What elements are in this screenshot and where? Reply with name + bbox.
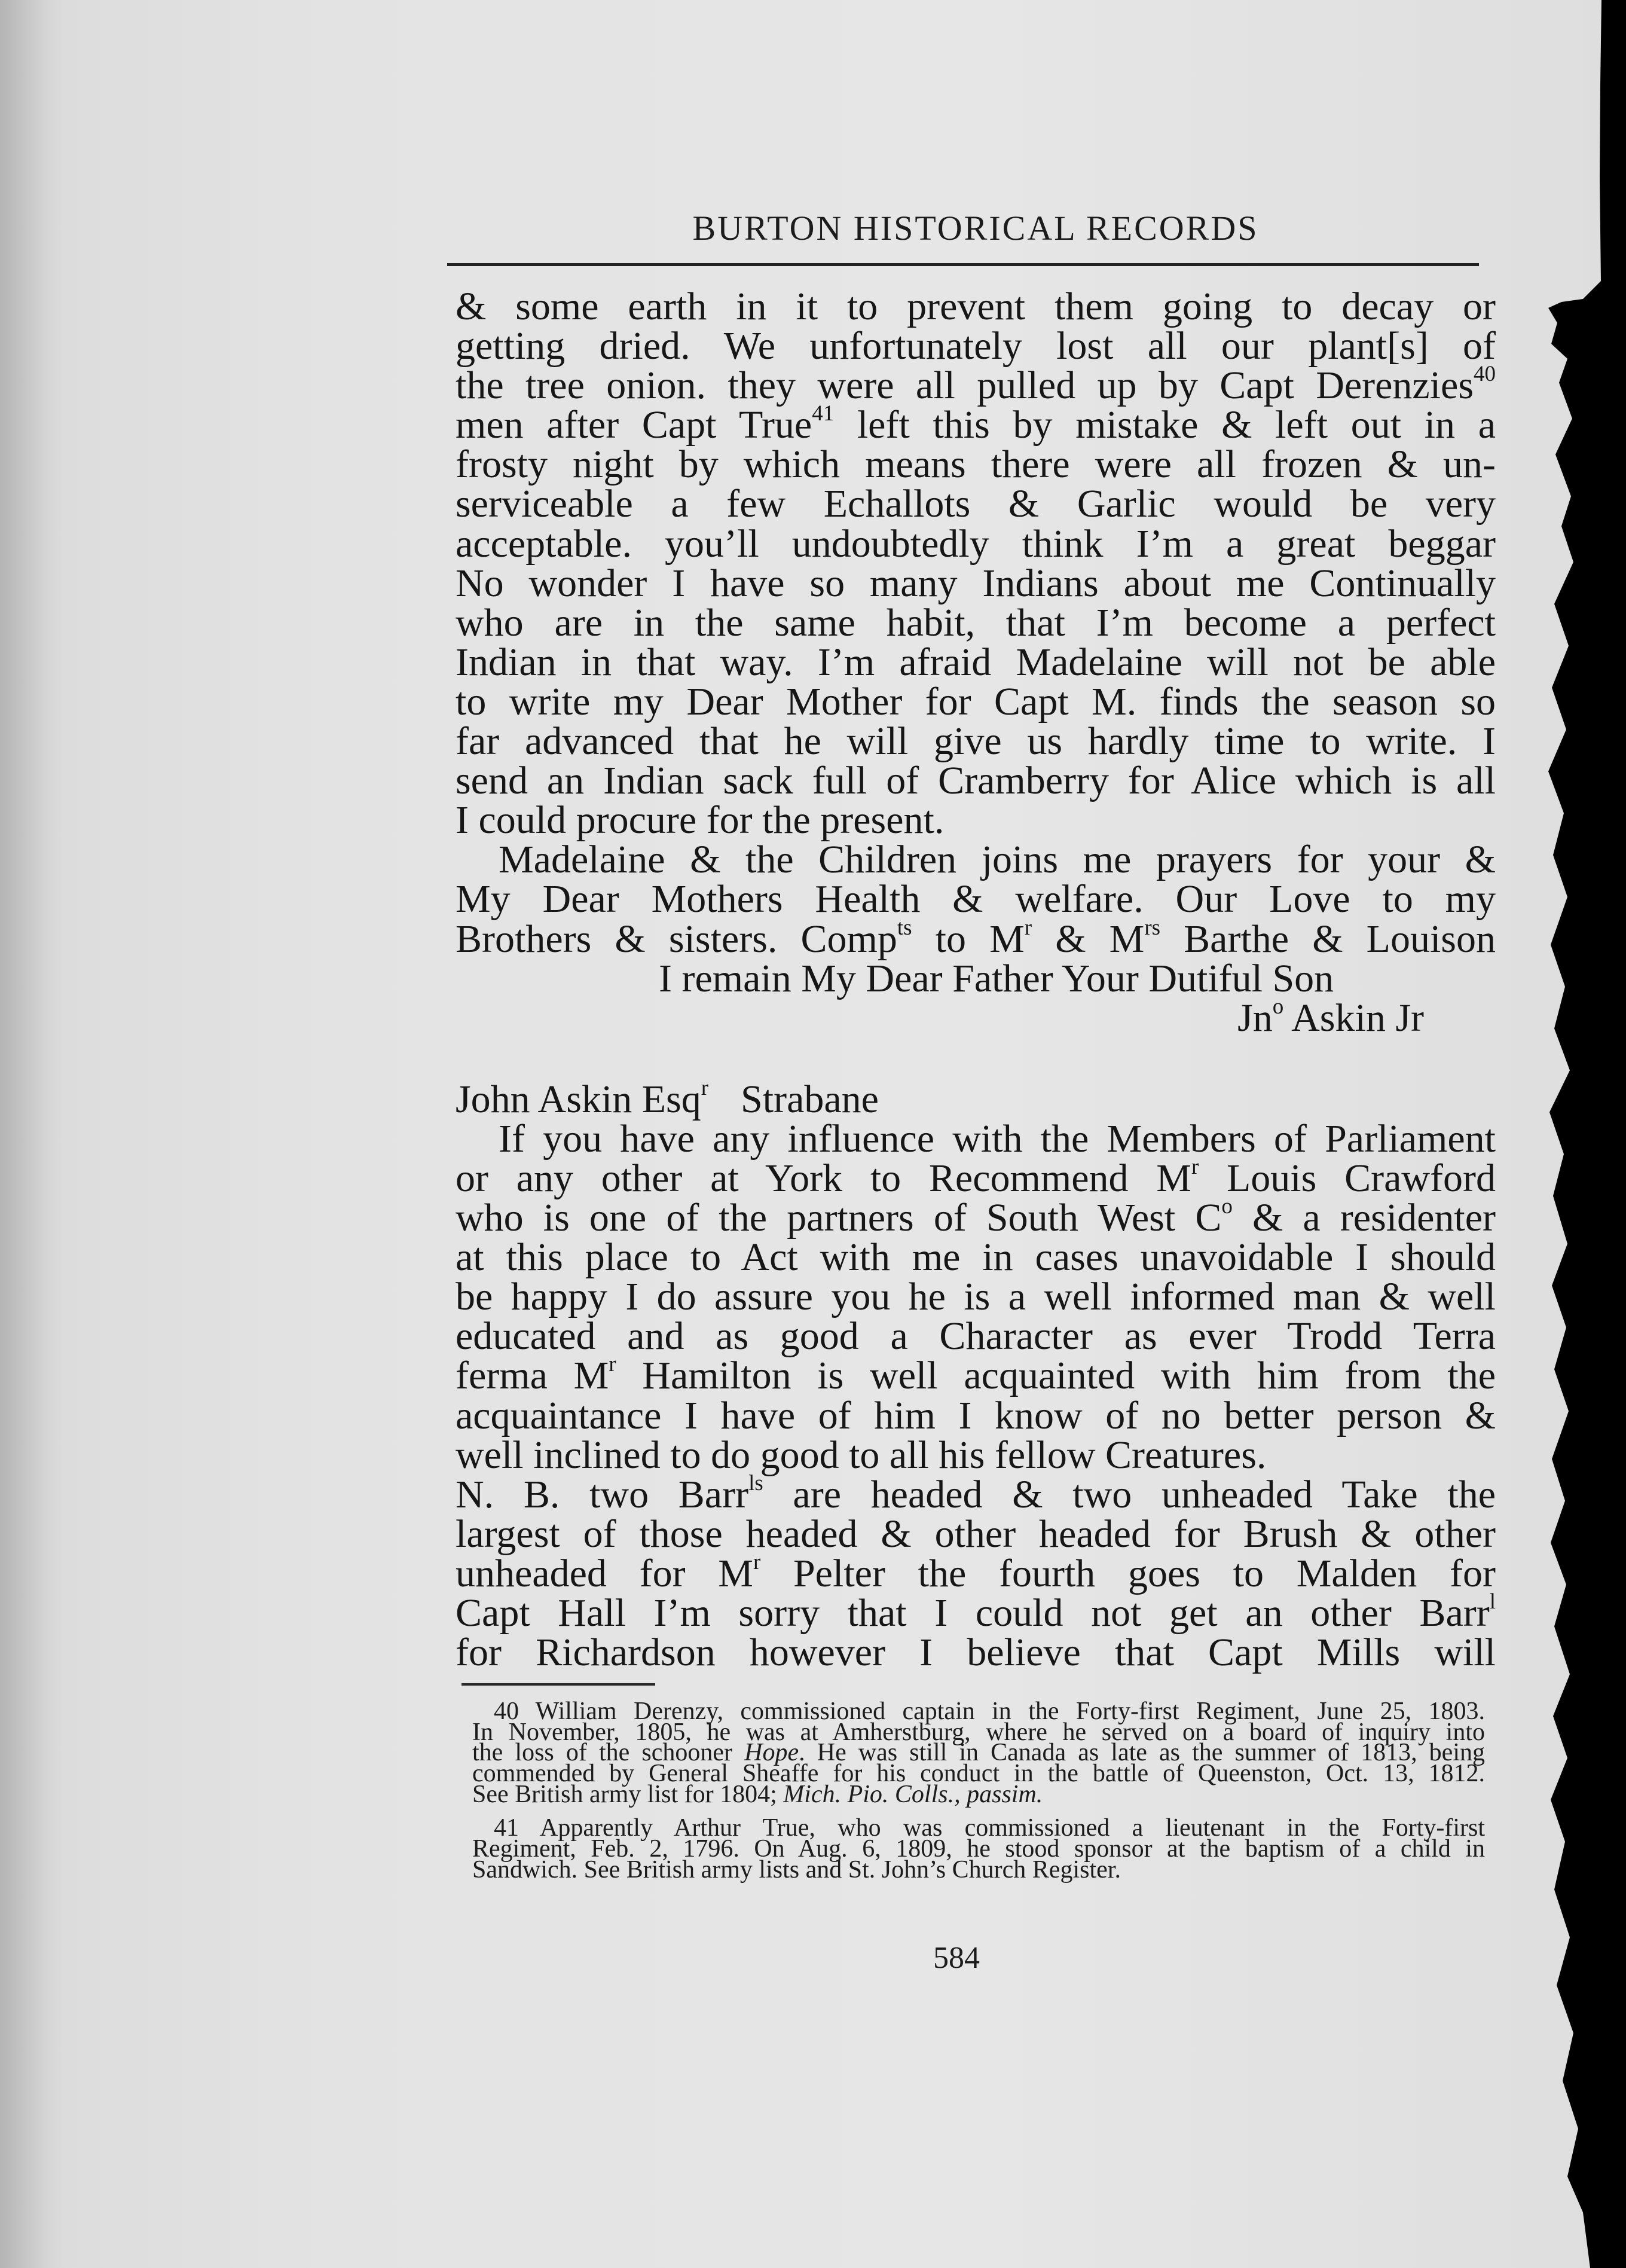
line-text: ferma M	[456, 1354, 609, 1398]
line-text: men after Capt True	[456, 403, 812, 447]
letter1-valediction: I remain My Dear Father Your Dutiful Son	[659, 956, 1334, 1000]
letter2-line: educated and as good a Character as ever Trodd Terra	[456, 1314, 1496, 1359]
footnotes-block	[472, 1698, 1485, 1884]
line-text: are headed & two unheaded Take the	[763, 1472, 1496, 1516]
letter1-line	[456, 401, 1496, 447]
nb-line	[456, 1549, 1496, 1595]
letter1-line: I could procure for the present.	[456, 798, 945, 843]
running-header-title: BURTON HISTORICAL RECORDS	[692, 209, 1259, 248]
line-text: or any other at York to Recommend M	[456, 1156, 1191, 1200]
letter1-closing-line: My Dear Mothers Health & welfare. Our Love to my	[456, 877, 1496, 921]
footnote-40-line: commended by General Sheaffe for his conduct in the battle of Queenston, Oct. 13, 1812.	[472, 1760, 1485, 1788]
abbrev-sup: ls	[748, 1470, 763, 1495]
line-text: See British army list for 1804;	[472, 1780, 784, 1808]
letter2-line: at this place to Act with me in cases unavoidable I should	[456, 1235, 1496, 1280]
line-text: to M	[912, 917, 1025, 961]
address-name: John Askin Esq	[456, 1077, 701, 1121]
line-text: the loss of the schooner	[472, 1739, 745, 1767]
letter1-closing-line	[456, 914, 1496, 961]
abbrev-sup: rs	[1144, 914, 1161, 939]
abbrev-sup: r	[1191, 1154, 1199, 1179]
abbrev-sup: r	[701, 1075, 709, 1100]
page-number: 584	[933, 1941, 980, 1975]
footnote-italic: Hope	[744, 1739, 799, 1767]
abbrev-sup: r	[1024, 914, 1032, 939]
letter1-line: to write my Dear Mother for Capt M. finds the season so	[456, 679, 1496, 724]
footnote-40-line: 40 William Derenzy, commissioned captain in the Forty-first Regiment, June 25, 1803.	[494, 1698, 1485, 1725]
nb-line: largest of those headed & other headed for Brush & other	[456, 1512, 1496, 1556]
footnote-ref-41: 41	[812, 401, 835, 426]
line-text: the tree onion. they were all pulled up by Capt Derenzies	[456, 364, 1474, 408]
letter1-line: Indian in that way. I’m afraid Madelaine will not be able	[456, 640, 1496, 684]
abbrev-sup: r	[753, 1549, 761, 1574]
footnote-italic: Mich. Pio. Colls., passim.	[783, 1780, 1043, 1808]
line-text: Louis Crawford	[1199, 1156, 1496, 1200]
letter1-line: send an Indian sack full of Cramberry for Alice which is all	[456, 759, 1496, 803]
letter1-line: getting dried. We unfortunately lost all our plant[s] of	[456, 324, 1496, 368]
footnote-41-line: Sandwich. See British army lists and St. John’s Church Register.	[472, 1855, 1121, 1884]
letter1-line	[456, 361, 1496, 408]
line-text: Barthe & Louison	[1160, 917, 1496, 961]
footnote-40-line: In November, 1805, he was at Amherstburg, where he served on a board of inquiry into	[472, 1718, 1485, 1746]
letter1-line: acceptable. you’ll undoubtedly think I’m a great beggar	[456, 521, 1496, 566]
letter1-line: serviceable a few Echallots & Garlic would be very	[456, 482, 1496, 526]
abbrev-sup: r	[609, 1351, 616, 1376]
letter1-line: & some earth in it to prevent them going to decay or	[456, 285, 1496, 328]
letter1-signature	[456, 993, 1496, 1040]
line-text: & a residenter	[1232, 1196, 1496, 1240]
nb-line: for Richardson however I believe that Capt Mills will	[456, 1631, 1496, 1675]
address-line	[456, 1075, 1496, 1121]
footnote-ref-40: 40	[1474, 361, 1496, 386]
abbrev-sup: o	[1272, 993, 1284, 1018]
line-text: Pelter the fourth goes to Malden for	[760, 1551, 1496, 1595]
letter1-line: who are in the same habit, that I’m become a perfect	[456, 600, 1496, 645]
nb-line	[456, 1470, 1496, 1516]
letter2-line: acquaintance I have of him I know of no better person &	[456, 1393, 1496, 1437]
line-text: Hamilton is well acquainted with him from the	[616, 1354, 1496, 1398]
signature-text: Jn	[1237, 996, 1273, 1040]
footnote-41-line: Regiment, Feb. 2, 1796. On Aug. 6, 1809, he stood sponsor at the baptism of a child in	[472, 1835, 1485, 1863]
address-place: Strabane	[741, 1077, 879, 1121]
letter2-line: If you have any influence with the Members of Parliament	[499, 1116, 1496, 1161]
line-text: left this by mistake & left out in a	[834, 403, 1496, 447]
torn-edge-shape	[1548, 0, 1626, 2268]
abbrev-sup: o	[1221, 1193, 1233, 1219]
footnote-rule	[461, 1683, 655, 1686]
line-text: who is one of the partners of South West C	[456, 1196, 1222, 1240]
letter2-line	[456, 1193, 1496, 1240]
abbrev-sup: l	[1489, 1589, 1496, 1614]
section-gap	[456, 1038, 1496, 1080]
letter1-line: far advanced that he will give us hardly time to write. I	[456, 719, 1496, 764]
line-text: . He was still in Canada as late as the summer of 1813, being	[799, 1739, 1485, 1767]
letter-text-block	[456, 285, 1496, 1675]
abbrev-sup: ts	[897, 914, 912, 939]
header-rule	[447, 263, 1479, 266]
signature-text: Askin Jr	[1283, 996, 1424, 1040]
letter1-line: frosty night by which means there were all frozen & un-	[456, 442, 1496, 487]
nb-line	[456, 1589, 1496, 1635]
line-text: & M	[1032, 917, 1145, 961]
line-text: N. B. two Barr	[456, 1472, 749, 1516]
line-text: Brothers & sisters. Comp	[456, 917, 897, 961]
letter2-line	[456, 1351, 1496, 1398]
letter1-closing-line: Madelaine & the Children joins me prayers for your &	[499, 838, 1496, 882]
line-text: unheaded for M	[456, 1551, 753, 1595]
footnote-41-line: 41 Apparently Arthur True, who was commissioned a lieutenant in the Forty-first	[494, 1814, 1485, 1842]
letter1-line: No wonder I have so many Indians about me Continually	[456, 561, 1496, 605]
line-text: Capt Hall I’m sorry that I could not get an other Barr	[456, 1591, 1490, 1635]
letter2-line: be happy I do assure you he is a well informed man & well	[456, 1275, 1496, 1319]
letter2-line: well inclined to do good to all his fellow Creatures.	[456, 1433, 1267, 1477]
letter2-line	[456, 1154, 1496, 1200]
